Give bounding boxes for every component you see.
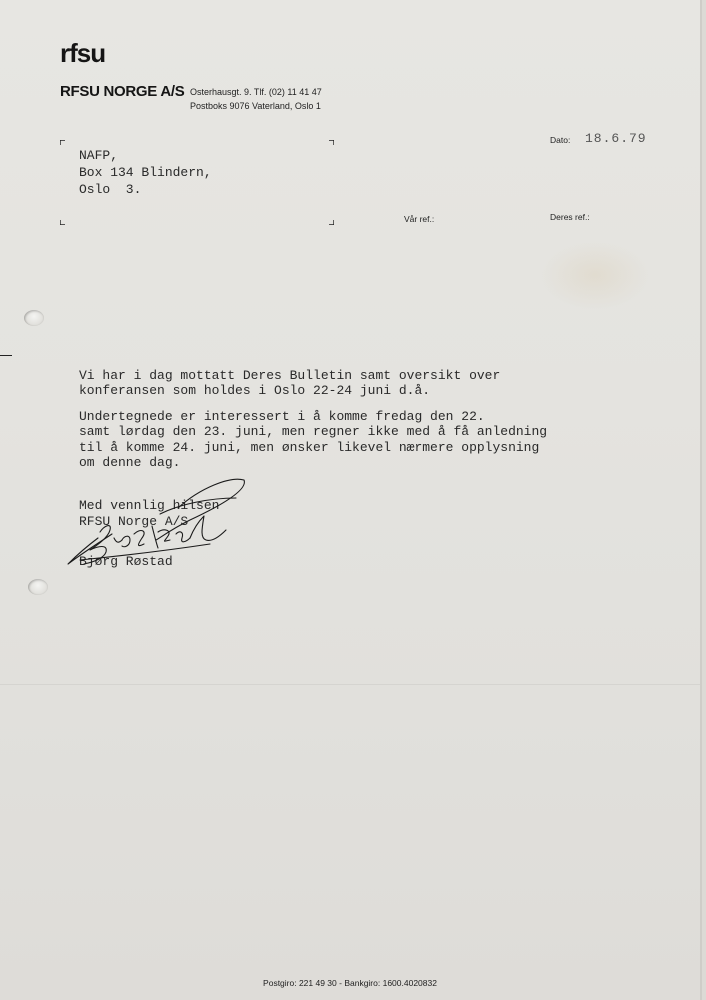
your-reference-label: Deres ref.: (550, 212, 590, 222)
address-line-1: Osterhausgt. 9. Tlf. (02) 11 41 47 (190, 87, 322, 97)
recipient-line-2: Box 134 Blindern, (79, 165, 212, 180)
closing-company: RFSU Norge A/S (79, 514, 189, 529)
our-reference-label: Vår ref.: (404, 214, 435, 224)
corner-mark-bottom-left (60, 220, 65, 225)
company-logo: rfsu (60, 38, 106, 68)
date-value: 18.6.79 (585, 131, 647, 146)
body-paragraph-1: Vi har i dag mottatt Deres Bulletin samt oversikt over konferansen som holdes i Oslo 22-24 juni d.å. (79, 368, 501, 399)
body-paragraph-2: Undertegnede er interessert i å komme fredag den 22. samt lørdag den 23. juni, men regner ikke med å få anledning til å komme 24. juni, men ønsker likevel nærmere opplysning om denne dag. (79, 409, 548, 470)
punch-hole-top (24, 310, 44, 326)
closing-greeting: Med vennlig hilsen (79, 498, 220, 513)
corner-mark-top-right (329, 140, 334, 145)
handwritten-signature (60, 468, 250, 578)
punch-hole-bottom (28, 579, 48, 595)
company-name: RFSU NORGE A/S (60, 83, 185, 100)
signer-name: Bjørg Røstad (79, 554, 173, 569)
margin-mark (0, 355, 12, 356)
footer-bank-details: Postgiro: 221 49 30 - Bankgiro: 1600.4020832 (263, 978, 437, 988)
address-line-2: Postboks 9076 Vaterland, Oslo 1 (190, 101, 321, 111)
corner-mark-bottom-right (329, 220, 334, 225)
fold-line (0, 684, 700, 685)
recipient-line-3: Oslo 3. (79, 182, 142, 197)
recipient-line-1: NAFP, (79, 148, 119, 163)
paper-stain (540, 240, 650, 310)
corner-mark-top-left (60, 140, 65, 145)
date-label: Dato: (550, 135, 571, 145)
